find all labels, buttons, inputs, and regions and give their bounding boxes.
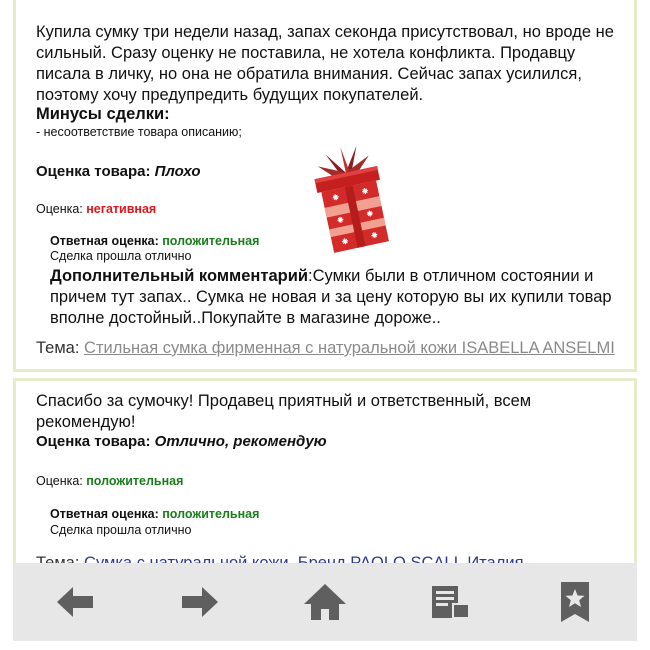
deal-status: Сделка прошла отлично <box>50 523 192 537</box>
cons-item: - несоответствие товара описанию; <box>36 125 242 139</box>
product-rating: Оценка товара: Плохо <box>36 163 201 180</box>
rating-line: Оценка: негативная <box>36 202 157 216</box>
review-card <box>13 0 637 372</box>
gift-icon <box>306 142 398 254</box>
reply-rating-line: Ответная оценка: положительная <box>50 234 260 248</box>
back-button[interactable] <box>45 572 105 632</box>
topic-line: Тема: Стильная сумка фирменная с натуральной кожи ISABELLA ANSELMI <box>36 339 615 357</box>
bookmark-button[interactable] <box>545 572 605 632</box>
review-card <box>13 378 637 578</box>
review-text: Спасибо за сумочку! Продавец приятный и ответственный, всем рекомендую! <box>36 392 532 431</box>
bottom-toolbar <box>13 563 637 641</box>
rating-line: Оценка: положительная <box>36 474 184 488</box>
reader-button[interactable] <box>420 572 480 632</box>
cons-heading: Минусы сделки: <box>36 105 170 123</box>
home-button[interactable] <box>295 572 355 632</box>
deal-status: Сделка прошла отлично <box>50 249 192 263</box>
review-text: Купила сумку три недели назад, запах секонда присутствовал, но вроде не сильный. Сразу оценку не поставила, не хотела конфликта. Продавцу писала в личку, но она не обратила внимания. Сейчас запах усилился, поэтому хочу предупредить будущих покупателей. <box>36 23 614 104</box>
rating-negative-badge: негативная <box>86 202 157 216</box>
extra-comment: Дополнительный комментарий:Сумки были в отличном состоянии и причем тут запах.. Сумка не новая и за цену которую вы их купили товар вполне достойный..Покупайте в магазине дороже.. <box>50 267 612 327</box>
reply-rating-line: Ответная оценка: положительная <box>50 507 260 521</box>
arrow-right-icon <box>178 584 222 620</box>
topic-link[interactable]: Стильная сумка фирменная с натуральной кожи ISABELLA ANSELMI <box>84 339 615 357</box>
home-icon <box>302 582 348 622</box>
reader-icon <box>429 582 471 622</box>
bookmark-star-icon <box>557 580 593 624</box>
product-rating: Оценка товара: Отлично, рекомендую <box>36 433 327 450</box>
forward-button[interactable] <box>170 572 230 632</box>
rating-positive-badge: положительная <box>86 474 184 488</box>
arrow-left-icon <box>53 584 97 620</box>
